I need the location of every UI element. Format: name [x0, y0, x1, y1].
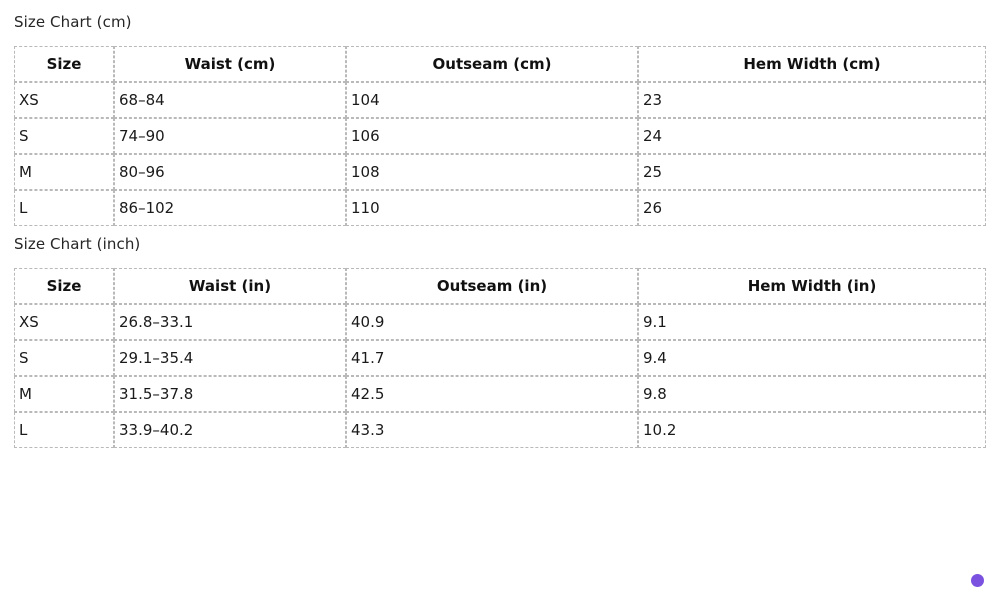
- cell-outseam: 42.5: [346, 376, 638, 412]
- cell-hem-width: 9.8: [638, 376, 986, 412]
- column-header-waist: Waist (cm): [114, 46, 346, 82]
- table-row: [14, 412, 986, 448]
- table-row: [14, 154, 986, 190]
- column-header-outseam: Outseam (in): [346, 268, 638, 304]
- column-header-size: Size: [14, 268, 114, 304]
- size-chart-cm-table: [14, 46, 986, 226]
- cell-outseam: 40.9: [346, 304, 638, 340]
- table-row: [14, 82, 986, 118]
- size-chart-inch-table: [14, 268, 986, 448]
- table-row: [14, 118, 986, 154]
- cell-size: S: [14, 340, 114, 376]
- column-header-hem-width: Hem Width (cm): [638, 46, 986, 82]
- cell-outseam: 43.3: [346, 412, 638, 448]
- cell-waist: 26.8–33.1: [114, 304, 346, 340]
- table-row: [14, 190, 986, 226]
- cell-size: M: [14, 154, 114, 190]
- table-row: [14, 340, 986, 376]
- cell-size: L: [14, 190, 114, 226]
- cell-size: L: [14, 412, 114, 448]
- table-row: [14, 304, 986, 340]
- cell-hem-width: 9.4: [638, 340, 986, 376]
- cell-waist: 74–90: [114, 118, 346, 154]
- cell-size: XS: [14, 304, 114, 340]
- cell-size: XS: [14, 82, 114, 118]
- inch-chart-caption: Size Chart (inch): [14, 235, 141, 253]
- cell-size: S: [14, 118, 114, 154]
- table-header-row: [14, 268, 986, 304]
- cell-waist: 86–102: [114, 190, 346, 226]
- cell-outseam: 41.7: [346, 340, 638, 376]
- cell-outseam: 108: [346, 154, 638, 190]
- cell-hem-width: 24: [638, 118, 986, 154]
- cell-hem-width: 9.1: [638, 304, 986, 340]
- table-header-row: [14, 46, 986, 82]
- cell-outseam: 106: [346, 118, 638, 154]
- cell-waist: 33.9–40.2: [114, 412, 346, 448]
- cursor-indicator: [971, 574, 984, 587]
- cell-size: M: [14, 376, 114, 412]
- cell-outseam: 104: [346, 82, 638, 118]
- column-header-waist: Waist (in): [114, 268, 346, 304]
- cell-waist: 68–84: [114, 82, 346, 118]
- cell-waist: 29.1–35.4: [114, 340, 346, 376]
- cell-outseam: 110: [346, 190, 638, 226]
- cell-hem-width: 10.2: [638, 412, 986, 448]
- cell-waist: 31.5–37.8: [114, 376, 346, 412]
- cm-chart-caption: Size Chart (cm): [14, 13, 132, 31]
- column-header-size: Size: [14, 46, 114, 82]
- cell-waist: 80–96: [114, 154, 346, 190]
- cell-hem-width: 26: [638, 190, 986, 226]
- column-header-outseam: Outseam (cm): [346, 46, 638, 82]
- table-row: [14, 376, 986, 412]
- column-header-hem-width: Hem Width (in): [638, 268, 986, 304]
- cell-hem-width: 23: [638, 82, 986, 118]
- cell-hem-width: 25: [638, 154, 986, 190]
